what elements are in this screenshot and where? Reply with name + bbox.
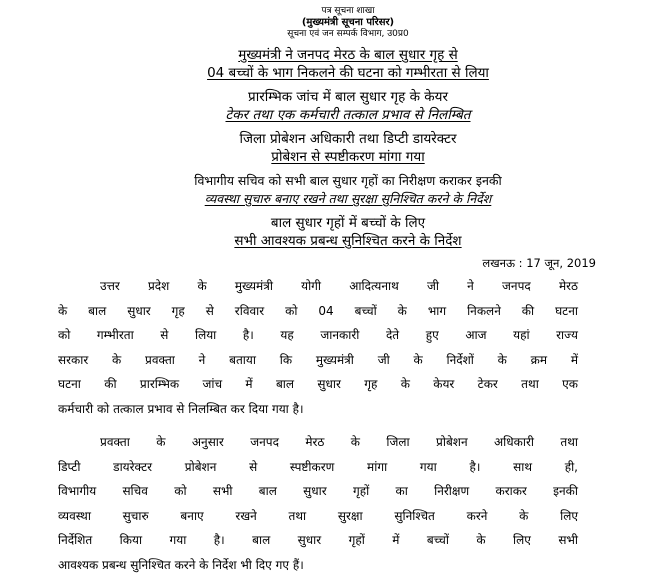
headline-line: टेकर तथा एक कर्मचारी तत्काल प्रभाव से निलम्बित <box>88 106 608 124</box>
headline-4 <box>88 172 608 208</box>
paragraph-line: उत्तर प्रदेश के मुख्यमंत्री योगी आदित्यनाथ जी ने जनपद मेरठ <box>58 274 578 299</box>
headline-line: व्यवस्था सुचारु बनाए रखने तथा सुरक्षा सुनिश्चित करने के निर्देश <box>88 190 608 208</box>
paragraph-2 <box>58 430 578 577</box>
paragraph-line: कर्मचारी को तत्काल प्रभाव से निलम्बित कर दिया गया है। <box>58 397 578 422</box>
paragraph-line: आवश्यक प्रबन्ध सुनिश्चित करने के निर्देश भी दिए गए हैं। <box>58 553 578 577</box>
paragraph-line: सरकार के प्रवक्ता ने बताया कि मुख्यमंत्री जी के निर्देशों के क्रम में <box>58 348 578 373</box>
letterhead <box>88 6 608 40</box>
headline-3 <box>88 130 608 166</box>
paragraph-line: को गम्भीरता से लिया है। यह जानकारी देते हुए आज यहां राज्य <box>58 323 578 348</box>
headline-line: बाल सुधार गृहों में बच्चों के लिए <box>88 214 608 232</box>
headline-line: सभी आवश्यक प्रबन्ध सुनिश्चित करने के निर्देश <box>88 232 608 250</box>
department-branch: पत्र सूचना शाखा <box>88 6 608 17</box>
paragraph-line: विभागीय सचिव को सभी बाल सुधार गृहों का निरीक्षण कराकर इनकी <box>58 479 578 504</box>
paragraph-1 <box>58 274 578 421</box>
paragraph-line: निर्देशित किया गया है। बाल सुधार गृहों में बच्चों के लिए सभी <box>58 528 578 553</box>
headline-5 <box>88 214 608 250</box>
headlines <box>88 46 608 250</box>
headline-line: जिला प्रोबेशन अधिकारी तथा डिप्टी डायरेक्टर <box>88 130 608 148</box>
paragraph-line: प्रवक्ता के अनुसार जनपद मेरठ के जिला प्रोबेशन अधिकारी तथा <box>58 430 578 455</box>
headline-line: 04 बच्चों के भाग निकलने की घटना को गम्भीरता से लिया <box>88 64 608 82</box>
headline-line: विभागीय सचिव को सभी बाल सुधार गृहों का निरीक्षण कराकर इनकी <box>88 172 608 190</box>
headline-line: प्रोबेशन से स्पष्टीकरण मांगा गया <box>88 148 608 166</box>
headline-2 <box>88 88 608 124</box>
headline-line: मुख्यमंत्री ने जनपद मेरठ के बाल सुधार गृह से <box>88 46 608 64</box>
dateline: लखनऊ : 17 जून, 2019 <box>88 256 596 270</box>
department-name: सूचना एवं जन सम्पर्क विभाग, उ0प्र0 <box>88 29 608 40</box>
paragraph-line: व्यवस्था सुचारु बनाए रखने तथा सुरक्षा सुनिश्चित करने के लिए <box>58 504 578 529</box>
paragraph-line: के बाल सुधार गृह से रविवार को 04 बच्चों के भाग निकलने की घटना <box>58 299 578 324</box>
headline-line: प्रारम्भिक जांच में बाल सुधार गृह के केयर <box>88 88 608 106</box>
department-unit: (मुख्यमंत्री सूचना परिसर) <box>88 17 608 29</box>
paragraph-line: घटना की प्रारम्भिक जांच में बाल सुधार गृह के केयर टेकर तथा एक <box>58 372 578 397</box>
paragraph-line: डिप्टी डायरेक्टर प्रोबेशन से स्पष्टीकरण मांगा गया है। साथ ही, <box>58 455 578 480</box>
headline-1 <box>88 46 608 82</box>
